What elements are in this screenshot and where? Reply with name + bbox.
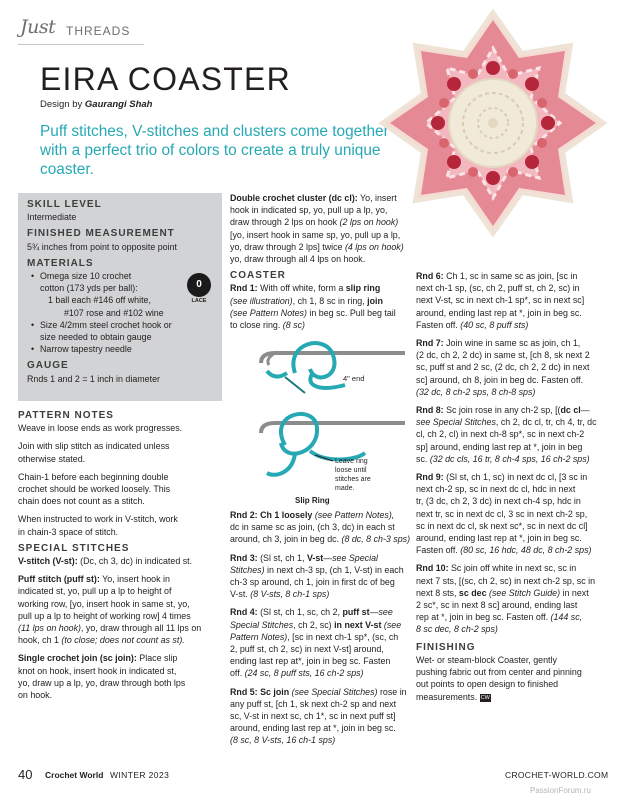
sc-join-def: Single crochet join (sc join): Place slip bbox=[18, 653, 178, 664]
finishing-heading: FINISHING bbox=[416, 641, 476, 653]
rnd-9: Rnd 9: (Sl st, ch 1, sc) in next dc cl, [3 sc in bbox=[416, 472, 588, 483]
skill-heading: SKILL LEVEL bbox=[27, 199, 102, 210]
magazine-name: Crochet World bbox=[45, 770, 104, 780]
puff-stitch-def: Puff stitch (puff st): Yo, insert hook in bbox=[18, 574, 170, 585]
v-stitch-def: V-stitch (V-st): (Dc, ch 3, dc) in indicated st. bbox=[18, 556, 193, 567]
header-threads: THREADS bbox=[66, 24, 131, 38]
watermark: PassionForum.ru bbox=[530, 786, 591, 795]
designer-name: Gaurangi Shah bbox=[84, 99, 153, 110]
material-hook: • Size 4/2mm steel crochet hook or size needed to obtain gauge bbox=[31, 319, 217, 343]
measurement-heading: FINISHED MEASUREMENT bbox=[27, 228, 175, 240]
rnd-5: Rnd 5: Sc join (see Special Stitches) rose in bbox=[230, 686, 407, 697]
rnd-4: Rnd 4: (Sl st, ch 1, sc, ch 2, puff st—see bbox=[230, 607, 393, 618]
coaster-heading: COASTER bbox=[230, 270, 286, 282]
dc-cluster-def: Double crochet cluster (dc cl): Yo, insert bbox=[230, 193, 397, 203]
fig-caption: Slip Ring bbox=[295, 496, 330, 505]
byline-label: Design by bbox=[40, 99, 83, 110]
fig-label-end: 4" end bbox=[343, 374, 365, 383]
gauge-heading: GAUGE bbox=[27, 360, 69, 372]
column-left: PATTERN NOTES Weave in loose ends as work progresses. Join with slip stitch as indicated unless otherwise stated. Chain-1 before each beginning double crochet should be worked loosely. This chain does not count as a stitch. When instructed to work in V-stitch, work in chain-3 space of stitch. SPECIAL STITCHES V-stitch (V-st): (Dc, ch 3, dc) in indicated st. Puff stitch (puff st): Yo, insert hook in indicated st, yo, pull up a lp to height of working row, [yo, insert hook in same st, yo, pull up a lp to height of working row] 4 times (11 lps on hook), yo, draw through all 11 lps on hook, ch 1 (to close; does not count as st). Single crochet join (sc join): Place slip knot on hook, insert hook in indicated st, yo, draw up a lp, yo, draw through both lps on hook. bbox=[18, 410, 223, 701]
slip-ring-illustration bbox=[255, 333, 415, 508]
material-thread: • Omega size 10 crochet cotton (173 yds per ball): 1 ball each #146 off white, #107 rose and #102 wine bbox=[31, 270, 217, 319]
header-rule bbox=[18, 44, 144, 45]
intro-text: Puff stitches, V-stitches and clusters come together with a perfect trio of colors to create a truly unique coaster. bbox=[40, 123, 389, 178]
measurement-value: 5¾ inches from point to opposite point bbox=[27, 241, 177, 252]
material-needle: • Narrow tapestry needle bbox=[31, 343, 217, 355]
byline bbox=[40, 99, 152, 110]
site-url: CROCHET-WORLD.COM bbox=[505, 770, 609, 780]
page-number: 40 bbox=[18, 767, 33, 782]
rnd-3: Rnd 3: (Sl st, ch 1, V-st—see Special bbox=[230, 552, 378, 563]
end-mark-icon: CW bbox=[480, 694, 490, 701]
yarn-weight-label: LACE bbox=[191, 298, 207, 304]
materials-heading: MATERIALS bbox=[27, 257, 94, 269]
yarn-weight-icon: 0 bbox=[187, 273, 211, 297]
rnd-2: Rnd 2: Ch 1 loosely (see Pattern Notes), bbox=[230, 510, 395, 520]
gauge-value: Rnds 1 and 2 = 1 inch in diameter bbox=[27, 373, 160, 384]
special-stitches-heading: SPECIAL STITCHES bbox=[18, 542, 130, 554]
column-middle-rounds: Rnd 2: Ch 1 loosely (see Pattern Notes), dc in same sc as join, (ch 3, dc) in each st around, ch 3, join in beg dc. (8 dc, 8 ch-3 sps) Rnd 3: (Sl st, ch 1, V-st—see Special Stitches) in next ch-3 sp, (ch 1, V-st) in each ch-3 sp around, ch 1, join in first dc of beg V-st. (8 V-sts, 8 ch-1 sps) Rnd 4: (Sl st, ch 1, sc, ch 2, puff st—see Special Stitches, ch 2, sc) in next V-st (see Pattern Notes), [sc in next ch-1 sp*, (sc, ch 2, puff st, ch 2, sc) in next V-st] around, ending last rep at*, join in beg sc. Fasten off. (24 sc, 8 puff sts, 16 ch-2 sps) Rnd 5: Sc join (see Special Stitches) rose in any puff st, [ch 1, sk next ch-2 sp and next sc, V-st in next sc, ch 1*, sc in next puff st] around, ending last rep at *, join in beg sc. (8 sc, 8 V-sts, 16 ch-1 sps) bbox=[230, 509, 415, 747]
skill-value: Intermediate bbox=[27, 212, 77, 223]
header-just: Just bbox=[20, 16, 56, 38]
rnd-6: Rnd 6: Ch 1, sc in same sc as join, [sc in bbox=[416, 271, 578, 281]
rnd-10: Rnd 10: Sc join off white in next sc, sc in bbox=[416, 563, 577, 574]
coaster-photo bbox=[378, 8, 608, 238]
rnd-1: Rnd 1: With off white, form a slip ring bbox=[230, 283, 381, 294]
rnd-7: Rnd 7: Join wine in same sc as join, ch 1, bbox=[416, 338, 581, 349]
column-middle: Double crochet cluster (dc cl): Yo, insert hook in indicated sp, yo, pull up a lp, yo, draw through 2 lps on hook (2 lps on hook) [yo, insert hook in same sp, yo, pull up a lp, yo, draw through 2 lps] twice (4 lps on hook) yo, draw through all 4 lps on hook. COASTER Rnd 1: With off white, form a slip ring (see illustration), ch 1, 8 sc in ring, join (see Pattern Notes) in beg sc. Pull beg tail to close ring. (8 sc) bbox=[230, 192, 410, 331]
fig-label-loose-2: loose until bbox=[335, 467, 367, 474]
column-right: Rnd 6: Ch 1, sc in same sc as join, [sc in next ch-1 sp, (sc, ch 2, puff st, ch 2, sc) in next V-st, sc in next ch-1 sp*, sc in next sc] around, ending last rep at *, join in beg sc. Fasten off. (40 sc, 8 puff sts) Rnd 7: Join wine in same sc as join, ch 1, (2 dc, ch 2, 2 dc) in same st, [ch 8, sk next 2 sc, puff st and 2 sc, (2 dc, ch 2, 2 dc) in next sc] around, ch 8, join in beg dc. Fasten off. (32 dc, 8 ch-2 sps, 8 ch-8 sps) Rnd 8: Sc join rose in any ch-2 sp, [(dc cl— see Special Stitches, ch 2, dc cl, tr, ch 4, tr, dc cl, ch 2, cl) in next ch-8 sp*, sc in next ch-2 sp] around, ending last rep at *, join in beg sc. (32 dc cls, 16 tr, 8 ch-4 sps, 16 ch-2 sps) Rnd 9: (Sl st, ch 1, sc) in next dc cl, [3 sc in next ch-2 sp, sc in next dc cl, hdc in next tr, (3 dc, ch 2, 3 dc) in next ch-4 sp, hdc in next tr, sc in next dc cl, 3 sc in next ch-2 sp, sc in next dc cl, sk next sc*, sc in next dc cl] around, ending last rep at *, join in beg sc. Fasten off. (80 sc, 16 hdc, 48 dc, 8 ch-2 sps) Rnd 10: Sc join off white in next sc, sc in next 7 sts, [(sc, ch 2, sc) in next ch-2 sp, sc in next 8 sts, sc dec (see Stitch Guide) in next 2 sc*, sc in next 8 sc] around, ending last rep at *, join in beg sc. Fasten off. (144 sc, 8 sc dec, 8 ch-2 sps) FINISHING Wet- or steam-block Coaster, gently pushing fabric out from center and pinning out points to open design to finished measurements. CW bbox=[416, 270, 616, 703]
fig-label-loose-1: Leave ring bbox=[335, 458, 368, 465]
issue-date: WINTER 2023 bbox=[110, 770, 170, 780]
fig-label-loose-3: stitches are bbox=[335, 476, 371, 483]
pattern-notes-heading: PATTERN NOTES bbox=[18, 410, 114, 421]
page-title: EIRA COASTER bbox=[40, 61, 291, 97]
rnd-8: Rnd 8: Sc join rose in any ch-2 sp, [(dc cl— bbox=[416, 405, 590, 416]
fig-label-loose-4: made. bbox=[335, 485, 355, 492]
